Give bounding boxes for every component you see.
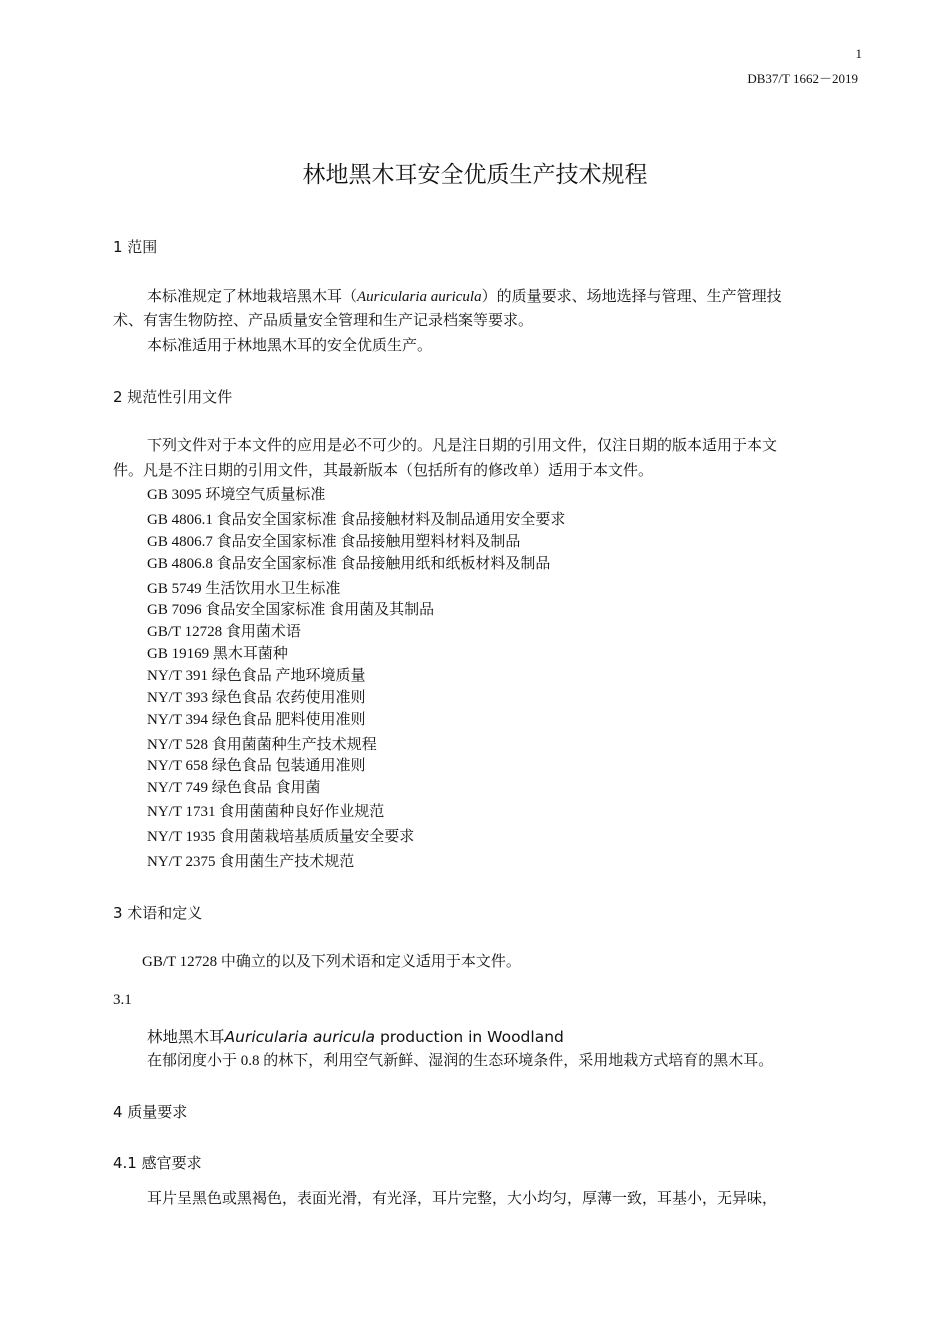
- reference-item: NY/T 749 绿色食品 食用菌: [147, 780, 321, 796]
- reference-item: NY/T 528 食用菌菌种生产技术规程: [147, 737, 377, 753]
- reference-item: GB 7096 食品安全国家标准 食用菌及其制品: [147, 602, 435, 618]
- text: 本标准规定了林地栽培黑木耳（: [147, 289, 358, 305]
- text: ）的质量要求、场地选择与管理、生产管理技: [481, 289, 782, 305]
- term-number: 3.1: [113, 992, 132, 1008]
- term-en: production in Woodland: [375, 1028, 564, 1046]
- reference-item: GB/T 12728 食用菌术语: [147, 624, 301, 640]
- document-title: 林地黑木耳安全优质生产技术规程: [302, 162, 648, 188]
- reference-item: NY/T 1731 食用菌菌种良好作业规范: [147, 804, 385, 820]
- references-intro-line2: 件。凡是不注日期的引用文件，其最新版本（包括所有的修改单）适用于本文件。: [113, 463, 654, 479]
- references-intro-line1: 下列文件对于本文件的应用是必不可少的。凡是注日期的引用文件，仅注日期的版本适用于本文: [147, 438, 778, 454]
- scope-paragraph-line1: [147, 287, 782, 307]
- reference-item: GB 4806.8 食品安全国家标准 食品接触用纸和纸板材料及制品: [147, 556, 551, 572]
- term-latin: Auricularia auricula: [224, 1028, 376, 1046]
- reference-item: GB 4806.7 食品安全国家标准 食品接触用塑料材料及制品: [147, 534, 521, 550]
- term-cn: 林地黑木耳: [147, 1028, 225, 1046]
- reference-item: GB 19169 黑木耳菌种: [147, 646, 288, 662]
- reference-item: NY/T 1935 食用菌栽培基质质量安全要求: [147, 829, 415, 845]
- section-1-heading: 1 范围: [113, 238, 158, 256]
- sensory-requirements-paragraph: 耳片呈黑色或黑褐色，表面光滑，有光泽，耳片完整，大小均匀，厚薄一致，耳基小，无异味，: [147, 1191, 778, 1207]
- page-number: 1: [855, 46, 862, 61]
- terms-intro: GB/T 12728 中确立的以及下列术语和定义适用于本文件。: [142, 954, 521, 970]
- scope-paragraph-line2: 术、有害生物防控、产品质量安全管理和生产记录档案等要求。: [113, 313, 534, 329]
- reference-item: NY/T 394 绿色食品 肥料使用准则: [147, 712, 366, 728]
- reference-item: NY/T 658 绿色食品 包装通用准则: [147, 758, 366, 774]
- reference-item: NY/T 391 绿色食品 产地环境质量: [147, 668, 366, 684]
- term-definition: 在郁闭度小于 0.8 的林下，利用空气新鲜、湿润的生态环境条件，采用地栽方式培育的黑木耳。: [147, 1053, 774, 1069]
- term-title: [147, 1027, 564, 1047]
- standard-code: DB37/T 1662－2019: [747, 71, 858, 86]
- reference-item: GB 3095 环境空气质量标准: [147, 487, 326, 503]
- section-4-1-heading: 4.1 感官要求: [113, 1154, 202, 1172]
- latin-name: Auricularia auricula: [357, 289, 482, 305]
- scope-paragraph-2: 本标准适用于林地黑木耳的安全优质生产。: [147, 338, 433, 354]
- section-2-heading: 2 规范性引用文件: [113, 388, 233, 406]
- reference-item: NY/T 393 绿色食品 农药使用准则: [147, 690, 366, 706]
- reference-item: GB 4806.1 食品安全国家标准 食品接触材料及制品通用安全要求: [147, 512, 566, 528]
- reference-item: NY/T 2375 食用菌生产技术规范: [147, 854, 355, 870]
- section-3-heading: 3 术语和定义: [113, 904, 203, 922]
- section-4-heading: 4 质量要求: [113, 1103, 188, 1121]
- reference-item: GB 5749 生活饮用水卫生标准: [147, 581, 341, 597]
